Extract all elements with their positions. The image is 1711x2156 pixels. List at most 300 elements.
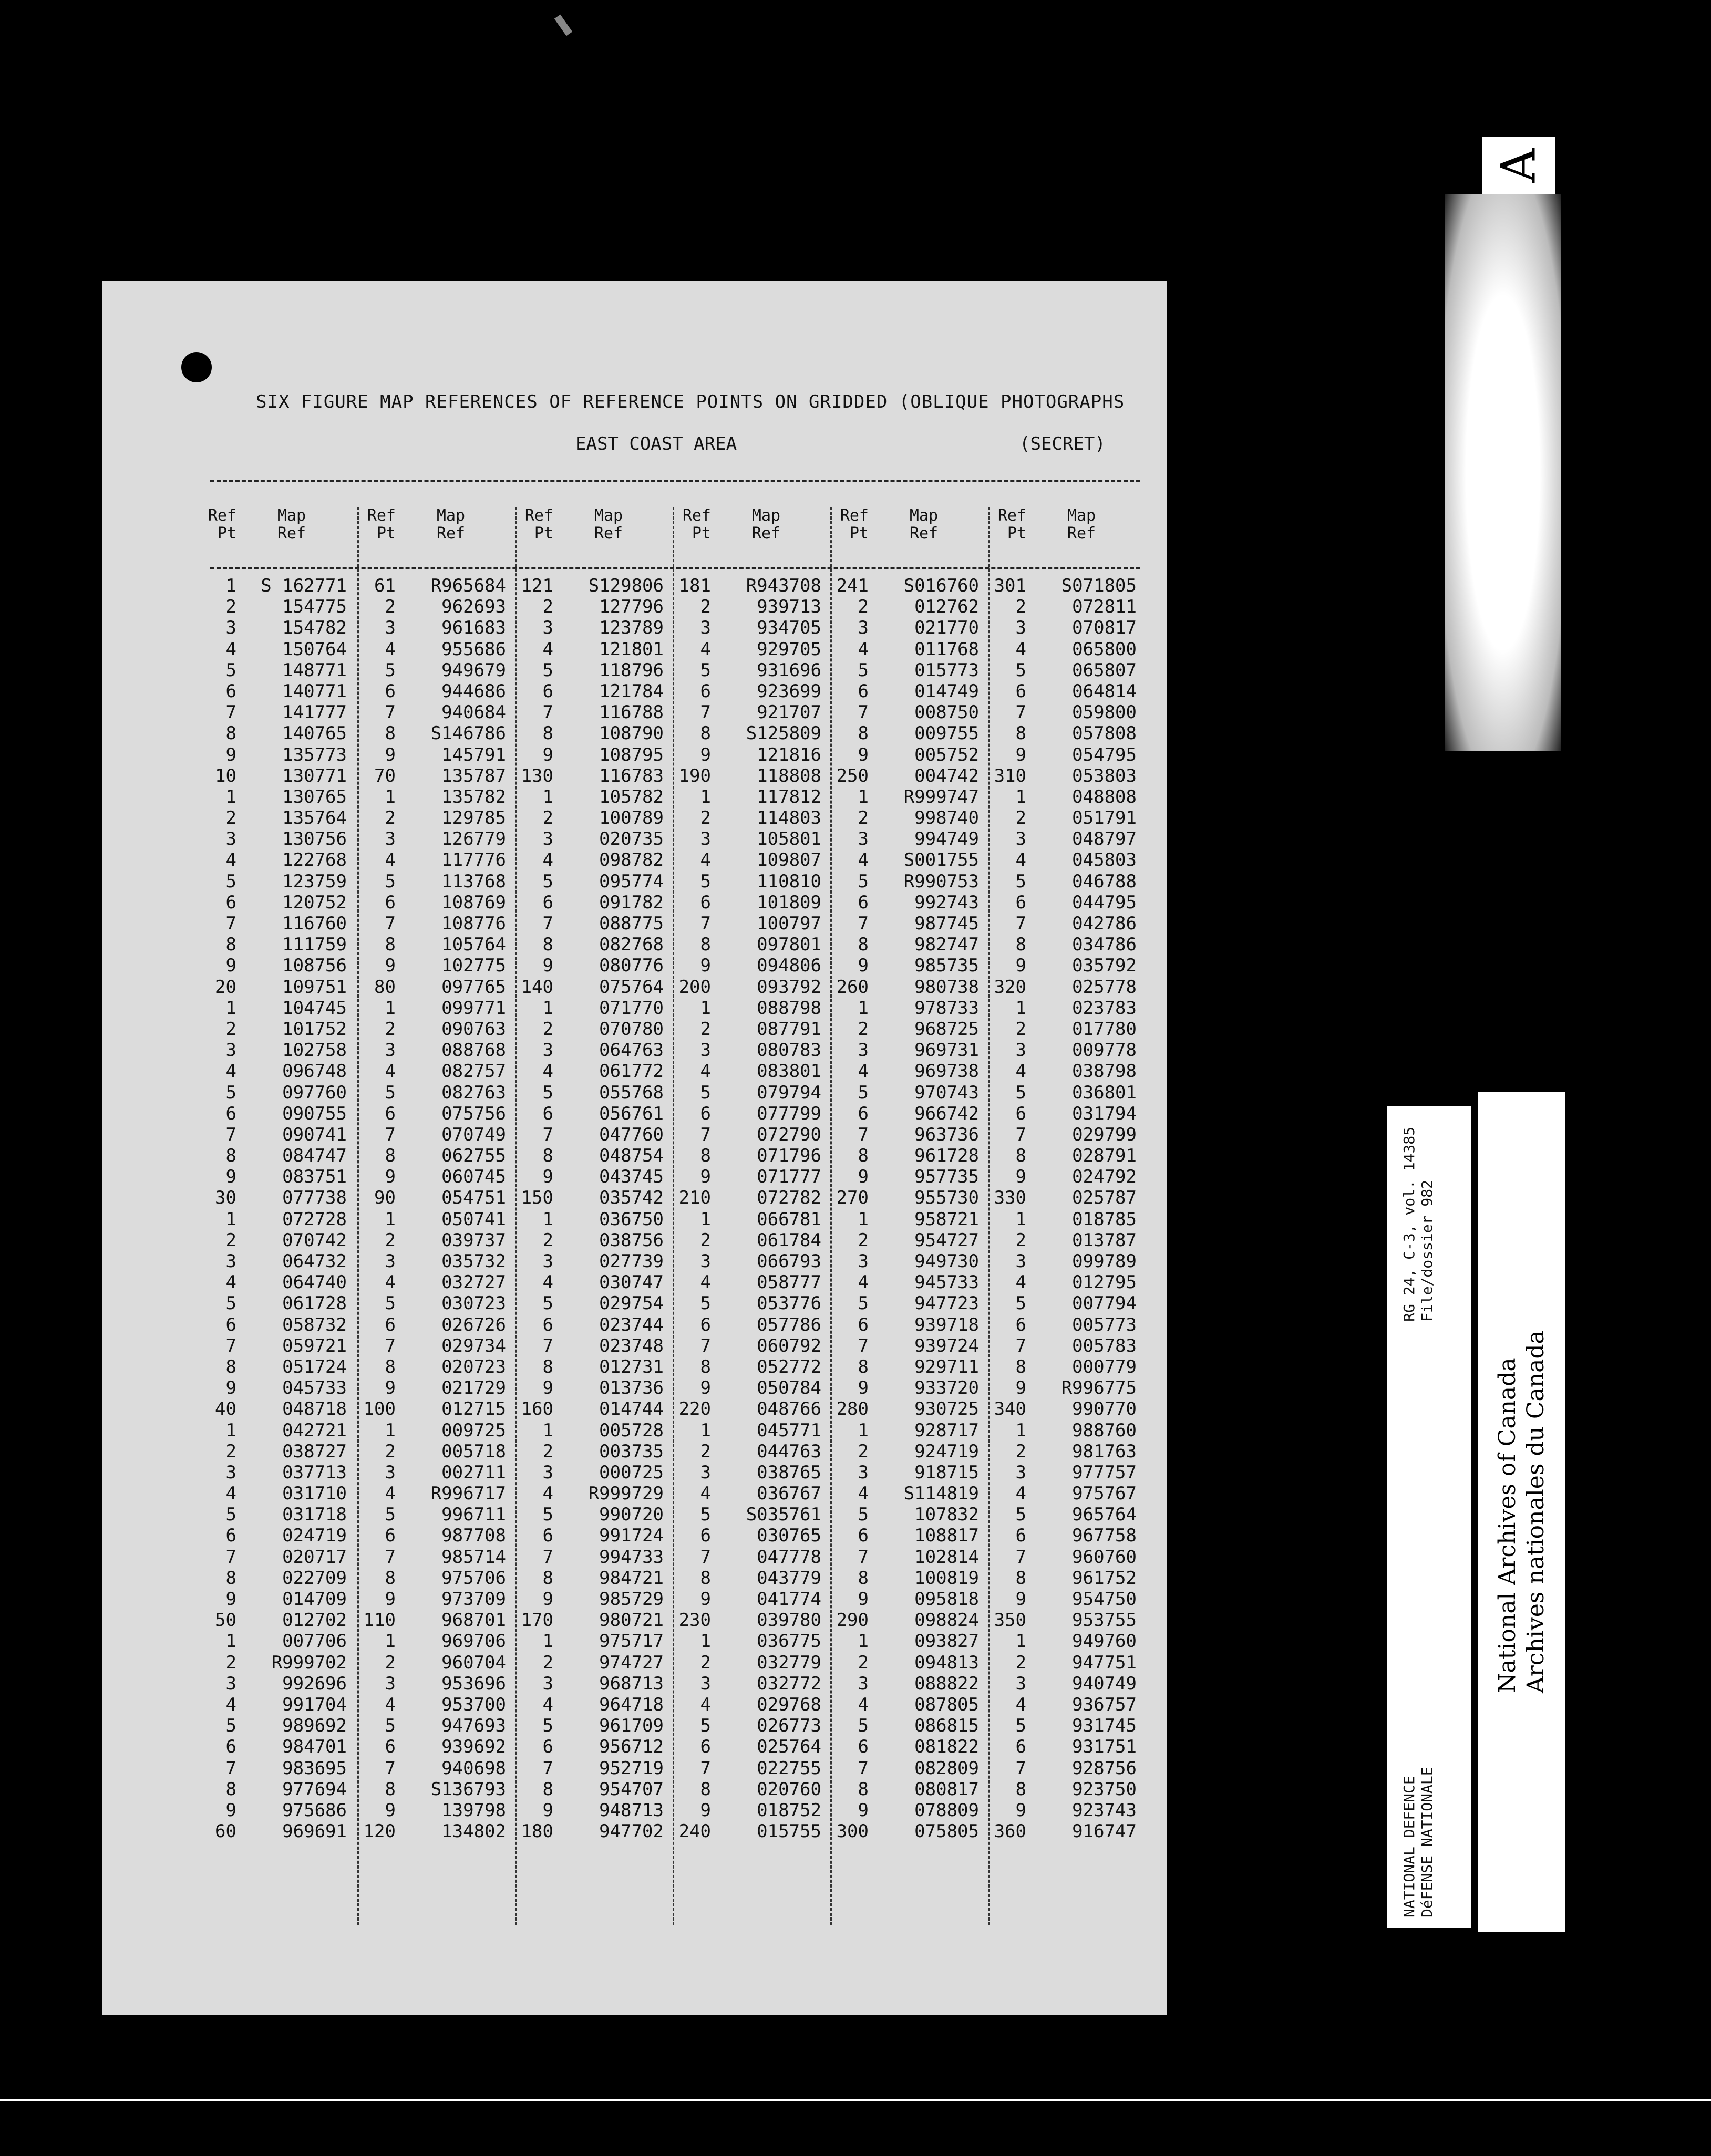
map-reference: 078809 <box>914 1799 979 1821</box>
table-row <box>517 934 674 955</box>
map-reference: 968713 <box>599 1673 664 1694</box>
map-reference: 939718 <box>914 1314 979 1335</box>
ref-point: 7 <box>858 913 869 934</box>
ref-point: 7 <box>858 1124 869 1145</box>
map-reference: 065807 <box>1072 659 1137 681</box>
ref-point: 9 <box>1015 955 1026 977</box>
map-reference: 042786 <box>1072 913 1137 934</box>
map-reference: 034786 <box>1072 934 1137 956</box>
ref-point: 1 <box>700 997 711 1019</box>
map-reference: 102758 <box>282 1040 347 1061</box>
table-row <box>832 1652 990 1673</box>
ref-point: 30 <box>215 1187 236 1209</box>
table-row <box>359 1673 517 1694</box>
map-reference: 084747 <box>282 1145 347 1167</box>
map-reference: 118796 <box>599 659 664 681</box>
header-ref-pt: Ref Pt <box>840 506 869 543</box>
map-reference: 020760 <box>757 1778 821 1800</box>
table-row <box>832 955 990 976</box>
table-row <box>990 1652 1147 1673</box>
ref-point: 7 <box>1015 913 1026 934</box>
map-reference: 018752 <box>757 1799 821 1821</box>
ref-point: 3 <box>858 1251 869 1272</box>
ref-point: 180 <box>521 1821 553 1842</box>
table-row <box>200 1187 357 1208</box>
header-ref-pt: Ref Pt <box>997 506 1026 543</box>
ref-point: 3 <box>1015 617 1026 639</box>
ref-point: 8 <box>700 1145 711 1167</box>
ref-point: 3 <box>225 828 236 850</box>
map-reference: 108756 <box>282 955 347 977</box>
ref-point: 6 <box>858 1314 869 1335</box>
table-row <box>674 892 832 913</box>
ref-point: 3 <box>700 1673 711 1694</box>
table-row <box>517 1145 674 1166</box>
ref-point: 330 <box>994 1187 1026 1209</box>
ref-point: 8 <box>1015 1567 1026 1589</box>
header-map-ref: Map Ref <box>594 506 623 543</box>
ref-point: 1 <box>385 997 396 1019</box>
table-row <box>674 1209 832 1230</box>
ref-point: 6 <box>542 680 553 702</box>
map-reference: 108790 <box>599 723 664 744</box>
table-row <box>359 1525 517 1546</box>
map-reference: 961752 <box>1072 1567 1137 1589</box>
table-row <box>517 849 674 870</box>
ref-point: 2 <box>858 1652 869 1673</box>
ref-point: 3 <box>385 1673 396 1694</box>
column-group <box>200 507 357 1925</box>
table-row <box>200 1758 357 1779</box>
header-map-ref: Map Ref <box>751 506 781 543</box>
ref-point: 7 <box>858 702 869 723</box>
map-reference: 054751 <box>441 1187 506 1209</box>
table-row <box>359 1779 517 1800</box>
map-reference: 035732 <box>441 1251 506 1272</box>
map-reference: 072782 <box>757 1187 821 1209</box>
map-reference: 036775 <box>757 1631 821 1652</box>
ref-point: 7 <box>700 1124 711 1145</box>
map-reference: 928756 <box>1072 1757 1137 1779</box>
table-row <box>200 1462 357 1483</box>
table-row <box>990 1398 1147 1419</box>
map-reference: 954727 <box>914 1229 979 1251</box>
ref-point: 4 <box>700 1694 711 1715</box>
ref-point: 5 <box>225 1715 236 1737</box>
table-row <box>832 1272 990 1293</box>
map-reference: 035742 <box>599 1187 664 1209</box>
map-reference: 116788 <box>599 702 664 723</box>
table-row <box>200 744 357 765</box>
ref-point: 350 <box>994 1610 1026 1631</box>
table-row <box>517 1209 674 1230</box>
ref-point: 130 <box>521 765 553 786</box>
ref-point: 4 <box>542 849 553 871</box>
table-row <box>359 723 517 744</box>
map-reference: 066781 <box>757 1208 821 1230</box>
ref-point: 5 <box>1015 659 1026 681</box>
table-row <box>200 1715 357 1736</box>
map-reference: 116760 <box>282 913 347 934</box>
map-reference: 130765 <box>282 786 347 807</box>
map-reference: S016760 <box>903 575 979 596</box>
header-ref-pt: Ref Pt <box>524 506 553 543</box>
table-row <box>359 849 517 870</box>
ref-point: 6 <box>225 892 236 913</box>
map-reference: 095774 <box>599 870 664 892</box>
map-reference: 038765 <box>757 1461 821 1483</box>
table-row <box>517 681 674 702</box>
map-reference: 974727 <box>599 1652 664 1673</box>
map-reference: 021770 <box>914 617 979 639</box>
ref-point: 2 <box>542 1018 553 1040</box>
map-reference: 086815 <box>914 1715 979 1737</box>
map-reference: 121816 <box>757 744 821 765</box>
table-row <box>990 1779 1147 1800</box>
map-reference: 080817 <box>914 1778 979 1800</box>
map-reference: 939724 <box>914 1335 979 1356</box>
map-reference: 965764 <box>1072 1504 1137 1526</box>
ref-point: 9 <box>858 1166 869 1188</box>
table-row <box>674 977 832 998</box>
ref-point: 9 <box>1015 744 1026 765</box>
table-row <box>832 1441 990 1462</box>
map-reference: 071770 <box>599 997 664 1019</box>
map-reference: S001755 <box>903 849 979 871</box>
table-row <box>200 871 357 892</box>
table-row <box>990 1547 1147 1568</box>
table-row <box>359 1652 517 1673</box>
table-row <box>832 807 990 828</box>
table-row <box>832 596 990 617</box>
table-row <box>990 1061 1147 1082</box>
ref-point: 7 <box>858 1335 869 1356</box>
map-reference: 039780 <box>757 1610 821 1631</box>
table-row <box>674 596 832 617</box>
map-reference: 121784 <box>599 680 664 702</box>
map-reference: 052772 <box>757 1356 821 1377</box>
table-row <box>674 765 832 786</box>
ref-point: 4 <box>385 849 396 871</box>
table-row <box>200 1483 357 1504</box>
ref-point: 5 <box>858 1293 869 1314</box>
map-reference: 991724 <box>599 1525 664 1547</box>
map-reference: 934705 <box>757 617 821 639</box>
ref-point: 1 <box>225 786 236 807</box>
table-row <box>517 1082 674 1103</box>
table-row <box>990 998 1147 1019</box>
table-row <box>990 723 1147 744</box>
map-reference: 097765 <box>441 976 506 998</box>
ref-point: 3 <box>542 617 553 639</box>
table-row <box>990 913 1147 934</box>
map-reference: 135787 <box>441 765 506 786</box>
table-row <box>359 1610 517 1631</box>
ref-point: 9 <box>542 1377 553 1399</box>
ref-point: 6 <box>385 892 396 913</box>
ref-point: 7 <box>225 1546 236 1568</box>
table-row <box>517 1631 674 1652</box>
table-row <box>517 1061 674 1082</box>
map-reference: 015755 <box>757 1821 821 1842</box>
defence-label <box>1387 1106 1471 1928</box>
map-reference: 981763 <box>1072 1440 1137 1462</box>
table-row <box>359 807 517 828</box>
table-row <box>200 1441 357 1462</box>
table-row <box>200 1821 357 1842</box>
ref-point: 2 <box>1015 596 1026 618</box>
ref-point: 9 <box>225 955 236 977</box>
map-reference: 148771 <box>282 659 347 681</box>
ref-point: 9 <box>385 1377 396 1399</box>
ref-point: 70 <box>374 765 396 786</box>
map-reference: 083751 <box>282 1166 347 1188</box>
ref-point: 8 <box>385 1778 396 1800</box>
ref-point: 6 <box>700 1103 711 1124</box>
document-subtitle: EAST COAST AREA <box>575 433 737 454</box>
table-row <box>674 1821 832 1842</box>
map-reference: 955686 <box>441 638 506 660</box>
table-row <box>674 1631 832 1652</box>
table-row <box>674 1504 832 1525</box>
map-reference: 014744 <box>599 1398 664 1420</box>
table-row <box>200 1568 357 1589</box>
map-reference: 072790 <box>757 1124 821 1145</box>
map-reference: 102775 <box>441 955 506 977</box>
table-row <box>200 617 357 638</box>
table-row <box>674 1314 832 1335</box>
table-row <box>359 1103 517 1124</box>
map-reference: 050741 <box>441 1208 506 1230</box>
table-row <box>832 892 990 913</box>
ref-point: 1 <box>1015 1419 1026 1441</box>
ref-point: 3 <box>858 1461 869 1483</box>
ref-point: 9 <box>385 1799 396 1821</box>
ref-point: 2 <box>858 596 869 618</box>
map-reference: 994733 <box>599 1546 664 1568</box>
table-row <box>832 1145 990 1166</box>
table-row <box>200 1610 357 1631</box>
table-row <box>517 1462 674 1483</box>
ref-point: 8 <box>542 1567 553 1589</box>
ref-point: 2 <box>700 807 711 829</box>
table-row <box>359 1230 517 1251</box>
map-reference: 070817 <box>1072 617 1137 639</box>
ref-point: 5 <box>1015 1504 1026 1526</box>
map-reference: 030747 <box>599 1272 664 1293</box>
ref-point: 8 <box>385 1145 396 1167</box>
ref-point: 9 <box>700 1799 711 1821</box>
ref-point: 9 <box>700 1377 711 1399</box>
map-reference: 029768 <box>757 1694 821 1715</box>
ref-point: 210 <box>678 1187 711 1209</box>
ref-point: 2 <box>858 1018 869 1040</box>
table-row <box>517 1568 674 1589</box>
table-row <box>990 1462 1147 1483</box>
ref-point: 280 <box>836 1398 869 1420</box>
ref-point: 3 <box>542 1673 553 1694</box>
table-row <box>832 1356 990 1377</box>
table-row <box>990 1610 1147 1631</box>
table-row <box>517 871 674 892</box>
table-row <box>200 807 357 828</box>
map-reference: 989692 <box>282 1715 347 1737</box>
ref-point: 5 <box>858 1504 869 1526</box>
ref-point: 8 <box>700 1778 711 1800</box>
frame-strip <box>1445 194 1561 751</box>
table-row <box>832 1082 990 1103</box>
map-reference: 039737 <box>441 1229 506 1251</box>
table-row <box>990 1040 1147 1061</box>
table-row <box>832 1821 990 1842</box>
ref-point: 5 <box>225 1082 236 1103</box>
ref-point: 6 <box>700 680 711 702</box>
ref-point: 8 <box>225 723 236 744</box>
ref-point: 7 <box>385 1546 396 1568</box>
map-reference: 988760 <box>1072 1419 1137 1441</box>
ref-point: 7 <box>542 1546 553 1568</box>
table-row <box>674 1335 832 1356</box>
table-row <box>832 1209 990 1230</box>
table-row <box>517 1800 674 1821</box>
table-row <box>990 681 1147 702</box>
map-reference: 079794 <box>757 1082 821 1103</box>
ref-point: 9 <box>700 1166 711 1188</box>
map-reference: 994749 <box>914 828 979 850</box>
ref-point: 3 <box>700 1461 711 1483</box>
ref-point: 1 <box>385 786 396 807</box>
table-row <box>359 1209 517 1230</box>
map-reference: 058732 <box>282 1314 347 1335</box>
ref-point: 8 <box>1015 1356 1026 1377</box>
ref-point: 1 <box>385 1631 396 1652</box>
table-row <box>517 1779 674 1800</box>
table-row <box>359 1758 517 1779</box>
map-reference: 081822 <box>914 1736 979 1758</box>
ref-point: 2 <box>542 596 553 618</box>
map-reference: 057786 <box>757 1314 821 1335</box>
map-reference: 088768 <box>441 1040 506 1061</box>
map-reference: 012715 <box>441 1398 506 1420</box>
map-reference: 047760 <box>599 1124 664 1145</box>
table-row <box>832 1715 990 1736</box>
table-row <box>674 955 832 976</box>
ref-point: 6 <box>1015 1525 1026 1547</box>
ref-point: 8 <box>700 1567 711 1589</box>
table-row <box>200 1694 357 1715</box>
map-reference: 025764 <box>757 1736 821 1758</box>
ref-point: 6 <box>542 1103 553 1124</box>
table-row <box>517 1525 674 1546</box>
ref-point: 5 <box>225 1293 236 1314</box>
map-reference: 118808 <box>757 765 821 786</box>
table-row <box>200 913 357 934</box>
ref-point: 1 <box>542 786 553 807</box>
ref-point: 160 <box>521 1398 553 1420</box>
map-reference: 958721 <box>914 1208 979 1230</box>
map-reference: 023783 <box>1072 997 1137 1019</box>
map-reference: 012762 <box>914 596 979 618</box>
ref-point: 1 <box>700 786 711 807</box>
map-reference: 014749 <box>914 680 979 702</box>
table-row <box>517 913 674 934</box>
ref-point: 8 <box>858 1778 869 1800</box>
ref-point: 3 <box>700 1251 711 1272</box>
table-row <box>200 596 357 617</box>
map-reference: 944686 <box>441 680 506 702</box>
table-row <box>990 892 1147 913</box>
map-reference: 045733 <box>282 1377 347 1399</box>
map-reference: 012702 <box>282 1610 347 1631</box>
ref-point: 8 <box>1015 934 1026 956</box>
map-reference: 947693 <box>441 1715 506 1737</box>
map-reference: 983695 <box>282 1757 347 1779</box>
ref-point: 5 <box>225 870 236 892</box>
table-row <box>674 1082 832 1103</box>
map-reference: 139798 <box>441 1799 506 1821</box>
table-row <box>359 1589 517 1610</box>
map-reference: 060792 <box>757 1335 821 1356</box>
map-reference: 070780 <box>599 1018 664 1040</box>
map-reference: 000779 <box>1072 1356 1137 1377</box>
table-row <box>517 575 674 596</box>
divider <box>210 480 1140 482</box>
ref-point: 5 <box>385 1715 396 1737</box>
map-reference: 953700 <box>441 1694 506 1715</box>
ref-point: 2 <box>225 596 236 618</box>
ref-point: 90 <box>374 1187 396 1209</box>
table-row <box>200 934 357 955</box>
table-row <box>359 1124 517 1145</box>
ref-point: 6 <box>858 1525 869 1547</box>
table-row <box>200 1272 357 1293</box>
table-row <box>674 1187 832 1208</box>
table-row <box>674 1103 832 1124</box>
table-row <box>359 955 517 976</box>
map-reference: 070749 <box>441 1124 506 1145</box>
ref-point: 7 <box>1015 702 1026 723</box>
map-reference: 940684 <box>441 702 506 723</box>
table-row <box>990 849 1147 870</box>
map-reference: 009778 <box>1072 1040 1137 1061</box>
map-reference: 969706 <box>441 1631 506 1652</box>
table-row <box>200 765 357 786</box>
table-row <box>990 1187 1147 1208</box>
ref-point: 140 <box>521 976 553 998</box>
table-row <box>832 1631 990 1652</box>
ref-point: 3 <box>700 1040 711 1061</box>
map-reference: 930725 <box>914 1398 979 1420</box>
map-reference: 964718 <box>599 1694 664 1715</box>
frame-letter <box>1482 137 1555 194</box>
map-reference: 075756 <box>441 1103 506 1124</box>
table-row <box>674 1736 832 1757</box>
ref-point: 9 <box>858 744 869 765</box>
map-reference: R990753 <box>903 870 979 892</box>
map-reference: 005718 <box>441 1440 506 1462</box>
table-row <box>674 575 832 596</box>
table-row <box>990 1251 1147 1272</box>
ref-point: 3 <box>385 828 396 850</box>
ref-point: 7 <box>1015 1757 1026 1779</box>
table-row <box>200 998 357 1019</box>
map-reference: 013736 <box>599 1377 664 1399</box>
table-row <box>200 786 357 807</box>
ref-point: 6 <box>225 1525 236 1547</box>
ref-point: 1 <box>225 1631 236 1652</box>
map-reference: 967758 <box>1072 1525 1137 1547</box>
map-reference: 020723 <box>441 1356 506 1377</box>
